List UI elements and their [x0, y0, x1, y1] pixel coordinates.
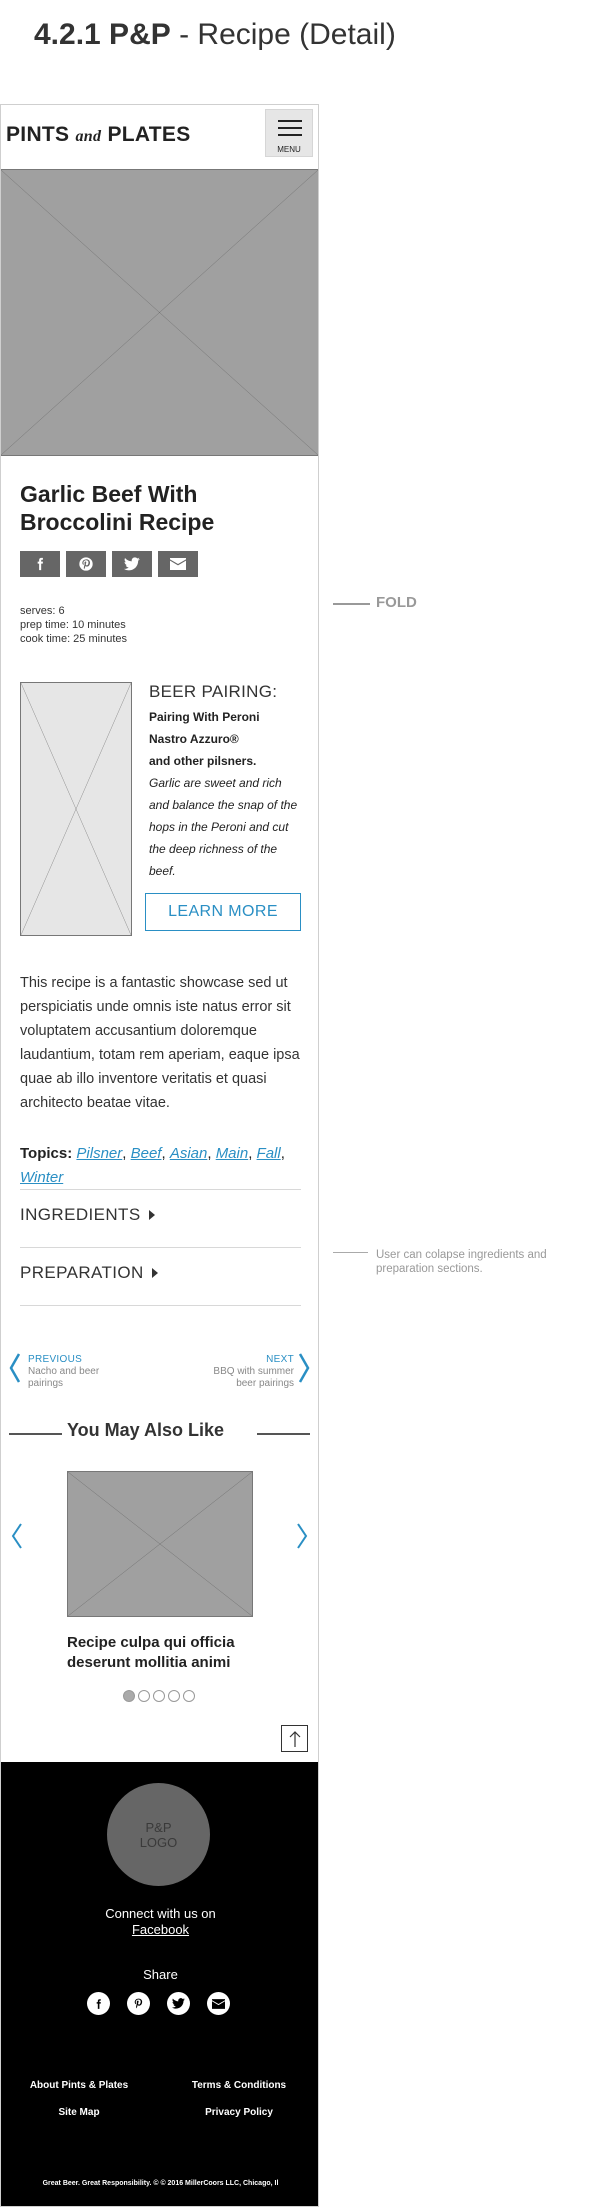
menu-button[interactable]	[265, 109, 313, 157]
carousel-dot[interactable]	[138, 1690, 150, 1702]
pinterest-icon[interactable]	[127, 1992, 150, 2015]
beer-pairing-heading: BEER PAIRING:	[149, 682, 278, 701]
email-icon	[170, 558, 186, 570]
connect-text: Connect with us on Facebook	[1, 1906, 319, 1938]
pinterest-share-button[interactable]	[66, 551, 106, 577]
preparation-toggle[interactable]: PREPARATION	[20, 1263, 158, 1283]
fold-marker-line	[333, 603, 370, 605]
footer-link-about[interactable]: About Pints & Plates	[29, 2080, 129, 2091]
share-label: Share	[143, 1967, 178, 1982]
email-share-button[interactable]	[158, 551, 198, 577]
divider	[20, 1247, 301, 1248]
site-header	[1, 105, 318, 169]
pinterest-icon	[78, 556, 94, 572]
topic-link[interactable]: Beef	[130, 1145, 162, 1162]
divider	[9, 1433, 62, 1435]
facebook-icon[interactable]	[87, 1992, 110, 2015]
menu-label: MENU	[277, 145, 301, 154]
topic-link[interactable]: Asian	[169, 1145, 208, 1162]
arrow-up-icon	[289, 1730, 301, 1748]
hero-image	[1, 169, 318, 456]
carousel-dot[interactable]	[168, 1690, 180, 1702]
prep-time-text: prep time: 10 minutes	[20, 619, 126, 631]
topic-link[interactable]: Fall	[256, 1145, 281, 1162]
caret-right-icon	[149, 1210, 155, 1220]
site-footer	[1, 1762, 319, 2207]
divider	[20, 1305, 301, 1306]
serves-text: serves: 6	[20, 605, 65, 617]
carousel-dot[interactable]	[153, 1690, 165, 1702]
topic-link[interactable]: Main	[215, 1145, 249, 1162]
topics-label: Topics:	[20, 1145, 73, 1162]
footer-logo: P&P LOGO	[107, 1783, 210, 1886]
carousel-dot[interactable]	[183, 1690, 195, 1702]
carousel-dot[interactable]	[123, 1690, 135, 1702]
recipe-title: Garlic Beef With Broccolini Recipe	[20, 481, 215, 535]
hamburger-icon	[278, 120, 302, 122]
footer-link-sitemap[interactable]: Site Map	[58, 2107, 100, 2118]
topic-link[interactable]: Pilsner	[76, 1145, 123, 1162]
page-title: 4.2.1 P&P - Recipe (Detail)	[34, 18, 396, 51]
copyright-text: Great Beer. Great Responsibility. © © 2016 MillerCoors LLC, Chicago, Il	[42, 2180, 279, 2187]
annotation-line	[333, 1252, 368, 1253]
recipe-description: This recipe is a fantastic showcase sed ut perspiciatis unde omnis iste natus error sit voluptatem accusantium doloremque laudantium, totam rem aperiam, eaque ipsa quae ab illo inventore veritatis et quasi architecto beatae vitae.	[20, 975, 300, 1111]
footer-share-icons	[87, 1992, 230, 2015]
you-may-also-like-heading: You May Also Like	[67, 1420, 225, 1440]
chevron-right-icon[interactable]	[298, 1353, 310, 1383]
twitter-share-button[interactable]	[112, 551, 152, 577]
facebook-share-button[interactable]	[20, 551, 60, 577]
social-share-bar	[20, 551, 198, 577]
carousel-dots	[123, 1690, 195, 1702]
cook-time-text: cook time: 25 minutes	[20, 633, 127, 645]
collapse-annotation: User can colapse ingredients and preparation sections.	[376, 1249, 547, 1275]
facebook-link[interactable]: Facebook	[131, 1922, 190, 1937]
carousel-prev-icon[interactable]	[11, 1523, 23, 1549]
ingredients-toggle[interactable]: INGREDIENTS	[20, 1205, 155, 1225]
topic-link[interactable]: Winter	[20, 1169, 64, 1186]
site-logo[interactable]: PINTS and PLATES	[6, 123, 191, 146]
next-recipe-link[interactable]: NEXT BBQ with summer beer pairings	[213, 1354, 294, 1389]
back-to-top-button[interactable]	[281, 1725, 308, 1752]
caret-right-icon	[152, 1268, 158, 1278]
fold-label: FOLD	[376, 594, 417, 611]
twitter-icon[interactable]	[167, 1992, 190, 2015]
footer-link-privacy[interactable]: Privacy Policy	[205, 2107, 273, 2118]
footer-link-terms[interactable]: Terms & Conditions	[191, 2080, 287, 2091]
carousel-next-icon[interactable]	[296, 1523, 308, 1549]
learn-more-button[interactable]: LEARN MORE	[145, 893, 301, 931]
email-icon[interactable]	[207, 1992, 230, 2015]
carousel-card-title[interactable]: Recipe culpa qui officia deserunt mollitia animi	[67, 1634, 235, 1671]
beer-pairing-text: Pairing With Peroni Nastro Azzuro® and other pilsners. Garlic are sweet and rich and balance the snap of the hops in the Peroni and cut the deep richness of the beef.	[149, 710, 298, 878]
beer-image	[20, 682, 132, 936]
divider	[20, 1189, 301, 1190]
twitter-icon	[124, 557, 140, 571]
mobile-wireframe	[0, 104, 319, 2207]
previous-recipe-link[interactable]: PREVIOUS Nacho and beer pairings	[28, 1354, 100, 1389]
carousel-card-image[interactable]	[67, 1471, 253, 1617]
recipe-meta	[20, 604, 127, 646]
divider	[257, 1433, 310, 1435]
facebook-icon	[33, 557, 47, 571]
chevron-left-icon[interactable]	[9, 1353, 21, 1383]
topics-list: Topics: Pilsner, Beef, Asian, Main, Fall, Winter	[20, 1145, 285, 1186]
